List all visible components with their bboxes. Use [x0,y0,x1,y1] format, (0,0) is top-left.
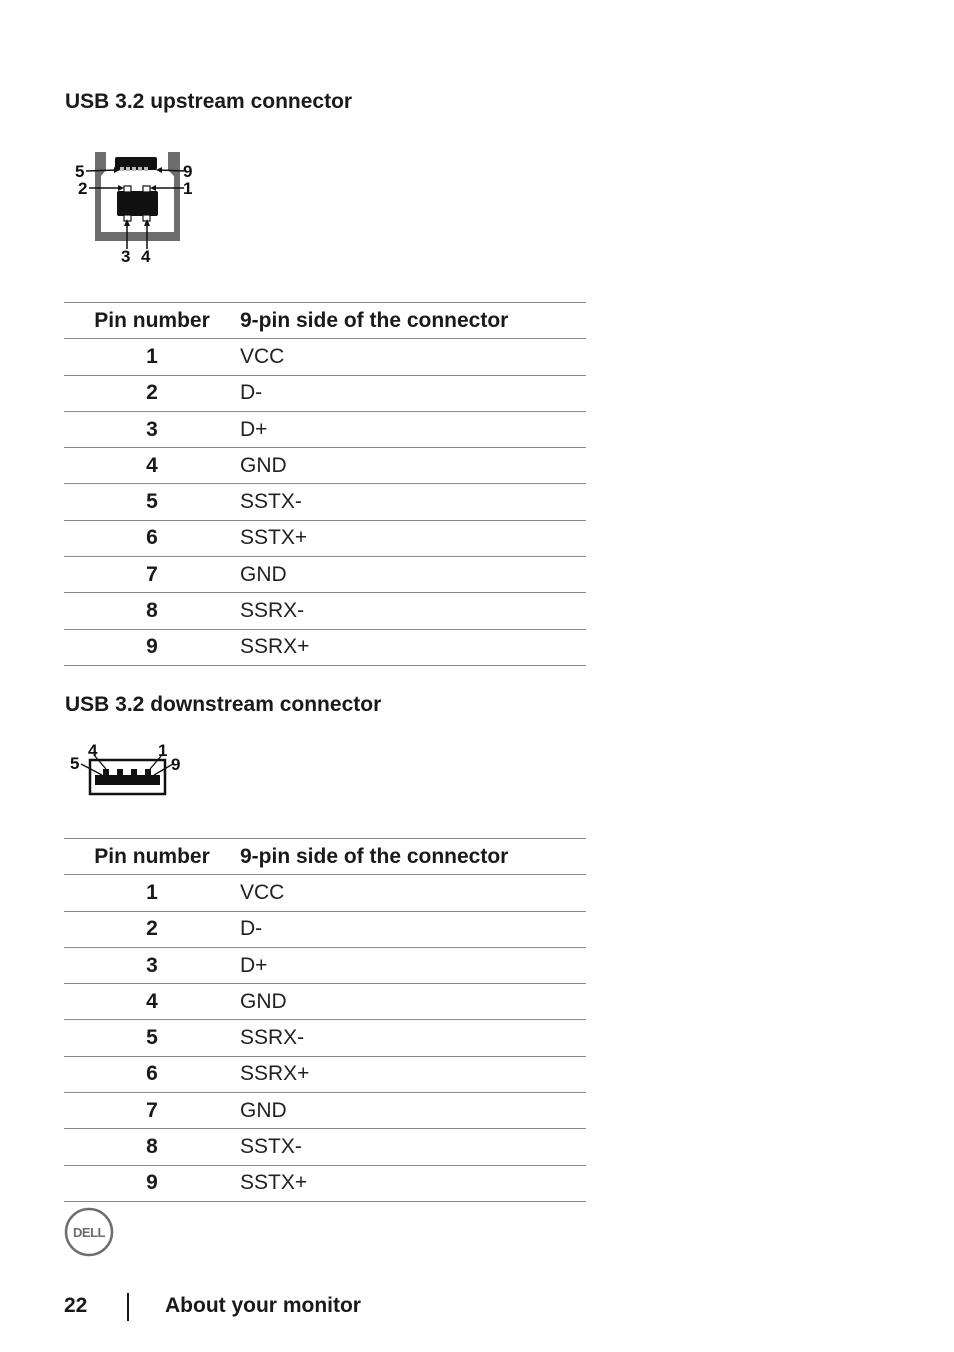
col-header-pin: Pin number [64,303,240,339]
pin-cell: 9 [64,629,240,665]
pin-cell: 8 [64,1129,240,1165]
usb-a-connector-diagram [68,738,188,802]
col-header-signal: 9-pin side of the connector [240,303,586,339]
page-number: 22 [64,1294,88,1317]
pin-cell: 4 [64,984,240,1020]
table-row [64,411,586,447]
pin-cell: 1 [64,875,240,911]
table-header-row [64,303,586,339]
pin-cell: 1 [64,339,240,375]
pin-cell: 8 [64,593,240,629]
label-pin-9: 9 [183,162,193,181]
label-pin-9: 9 [171,755,181,774]
signal-cell: SSRX- [240,1020,586,1056]
pin-cell: 5 [64,1020,240,1056]
label-pin-1: 1 [158,741,168,760]
pin-cell: 5 [64,484,240,520]
table-row [64,520,586,556]
signal-cell: SSRX+ [240,629,586,665]
pin-cell: 3 [64,947,240,983]
table-row [64,1056,586,1092]
signal-cell: SSTX+ [240,1165,586,1201]
pin-cell: 7 [64,1093,240,1129]
table-row [64,629,586,665]
table-row [64,875,586,911]
signal-cell: VCC [240,875,586,911]
label-pin-5: 5 [75,162,85,181]
table-row [64,1165,586,1201]
pin-cell: 3 [64,411,240,447]
label-pin-3: 3 [121,247,131,266]
table-row [64,339,586,375]
usb-b-connector-diagram [70,146,195,268]
signal-cell: VCC [240,339,586,375]
table-row [64,911,586,947]
label-pin-5: 5 [70,754,80,773]
label-pin-2: 2 [78,179,88,198]
table-row [64,1020,586,1056]
col-header-pin: Pin number [64,839,240,875]
label-pin-4: 4 [88,741,98,760]
table-row [64,484,586,520]
table-header-row [64,839,586,875]
col-header-signal: 9-pin side of the connector [240,839,586,875]
footer-section-title: About your monitor [165,1294,361,1317]
signal-cell: D+ [240,947,586,983]
signal-cell: SSTX- [240,1129,586,1165]
table-row [64,593,586,629]
signal-cell: GND [240,448,586,484]
table-row [64,1093,586,1129]
signal-cell: SSTX- [240,484,586,520]
pin-cell: 4 [64,448,240,484]
upstream-pin-table [64,302,586,666]
pin-cell: 2 [64,911,240,947]
footer-divider [127,1293,129,1321]
table-row [64,557,586,593]
label-pin-1: 1 [183,179,193,198]
signal-cell: D- [240,375,586,411]
pin-cell: 6 [64,1056,240,1092]
table-row [64,375,586,411]
table-row [64,448,586,484]
downstream-pin-table [64,838,586,1202]
downstream-section-title: USB 3.2 downstream connector [65,693,382,716]
signal-cell: SSTX+ [240,520,586,556]
signal-cell: SSRX- [240,593,586,629]
dell-logo-icon [64,1207,114,1257]
upstream-section-title: USB 3.2 upstream connector [65,90,353,113]
table-row [64,984,586,1020]
pin-cell: 2 [64,375,240,411]
signal-cell: D+ [240,411,586,447]
dell-logo-text: DELL [73,1225,105,1240]
pin-cell: 7 [64,557,240,593]
table-row [64,1129,586,1165]
pin-cell: 6 [64,520,240,556]
signal-cell: GND [240,1093,586,1129]
signal-cell: D- [240,911,586,947]
label-pin-4: 4 [141,247,151,266]
signal-cell: GND [240,984,586,1020]
table-row [64,947,586,983]
signal-cell: GND [240,557,586,593]
pin-cell: 9 [64,1165,240,1201]
signal-cell: SSRX+ [240,1056,586,1092]
